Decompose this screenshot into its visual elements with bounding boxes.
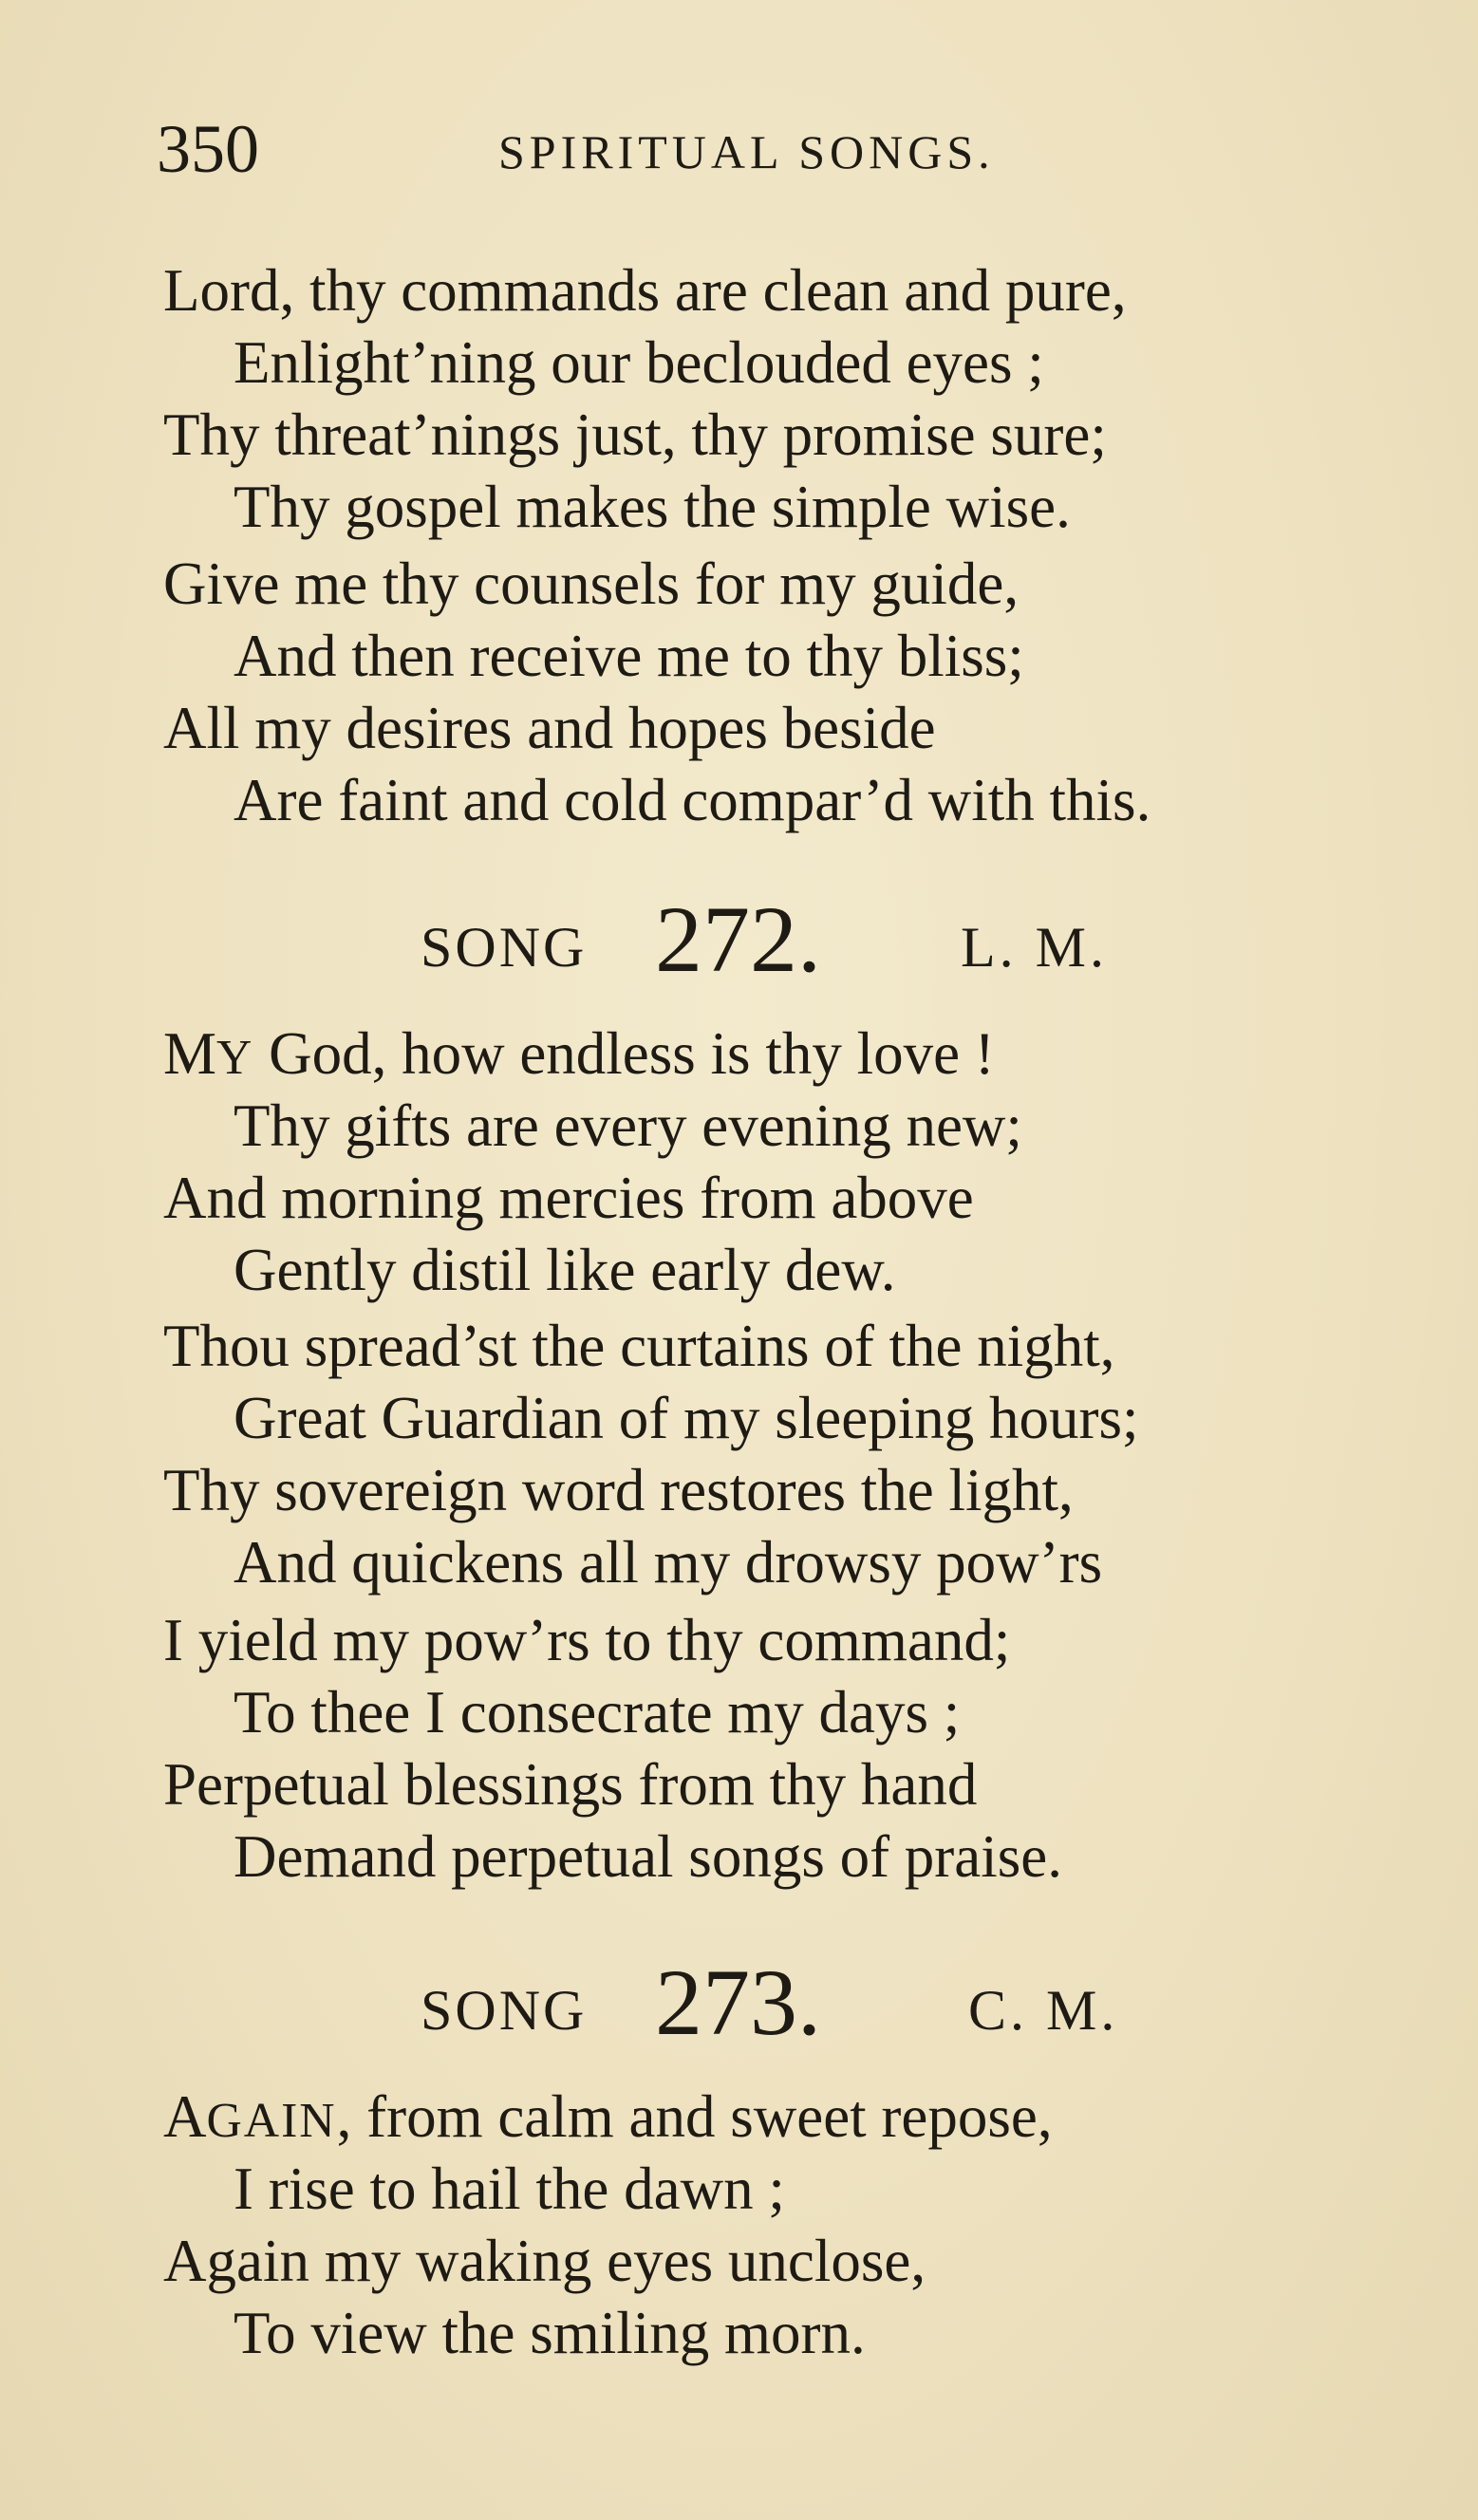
verse-line: Gently distil like early dew. [234, 1237, 896, 1303]
song-272-heading [0, 883, 1478, 997]
running-title: SPIRITUAL SONGS. [498, 125, 995, 178]
verse-line: And then receive me to thy bliss; [234, 623, 1024, 689]
song-meter: L. M. [961, 916, 1108, 979]
verse-line: Thou spread’st the curtains of the night, [163, 1313, 1115, 1379]
song-273-stanza-1 [163, 2081, 1416, 2369]
song-meter: C. M. [968, 1979, 1119, 2042]
verse-line [163, 2081, 1416, 2153]
verse-text: God, how endless is thy love ! [253, 1020, 995, 1087]
song-272-stanza-1 [163, 1017, 1416, 1306]
song-number: 272. [655, 887, 821, 992]
song-273-heading [0, 1946, 1478, 2060]
song-label: SONG [421, 916, 588, 979]
verse-line: Are faint and cold compar’d with this. [234, 767, 1151, 833]
page-header [157, 106, 1391, 192]
verse-text: , from calm and sweet repose, [336, 2083, 1053, 2150]
verse-line: Thy gifts are every evening new; [234, 1092, 1022, 1159]
verse-line [163, 1017, 1416, 1090]
song-number: 273. [655, 1950, 821, 2055]
verse-line: I yield my pow’rs to thy command; [163, 1607, 1011, 1673]
verse-line: Perpetual blessings from thy hand [163, 1751, 978, 1818]
song-label: SONG [421, 1979, 588, 2042]
verse-line: And quickens all my drowsy pow’rs [234, 1529, 1103, 1596]
verse-line: Give me thy counsels for my guide, [163, 551, 1020, 617]
verse-line: To thee I consecrate my days ; [234, 1679, 961, 1745]
drop-capital: A [163, 2083, 207, 2150]
verse-line: And morning mercies from above [163, 1165, 974, 1231]
verse-line: All my desires and hopes beside [163, 695, 936, 761]
verse-line: Again my waking eyes unclose, [163, 2228, 926, 2294]
drop-capital: M [163, 1020, 217, 1087]
small-caps-word: Y [216, 1031, 254, 1085]
song-272-stanza-2 [163, 1310, 1416, 1598]
verse-line: I rise to hail the dawn ; [234, 2156, 785, 2222]
verse-line: Demand perpetual songs of praise. [234, 1823, 1062, 1890]
verse-line: Great Guardian of my sleeping hours; [234, 1385, 1139, 1451]
verse-line: Lord, thy commands are clean and pure, [163, 257, 1127, 324]
stanza-continued-2 [163, 548, 1416, 836]
stanza-continued-1 [163, 254, 1416, 543]
verse-line: Enlight’ning our beclouded eyes ; [234, 329, 1044, 396]
verse-line: Thy gospel makes the simple wise. [234, 474, 1071, 540]
verse-line: Thy sovereign word restores the light, [163, 1457, 1074, 1523]
verse-line: To view the smiling morn. [234, 2300, 866, 2366]
small-caps-word: GAIN [206, 2094, 337, 2148]
song-272-stanza-3 [163, 1604, 1416, 1893]
page-number: 350 [157, 111, 259, 187]
verse-line: Thy threat’nings just, thy promise sure; [163, 401, 1107, 468]
